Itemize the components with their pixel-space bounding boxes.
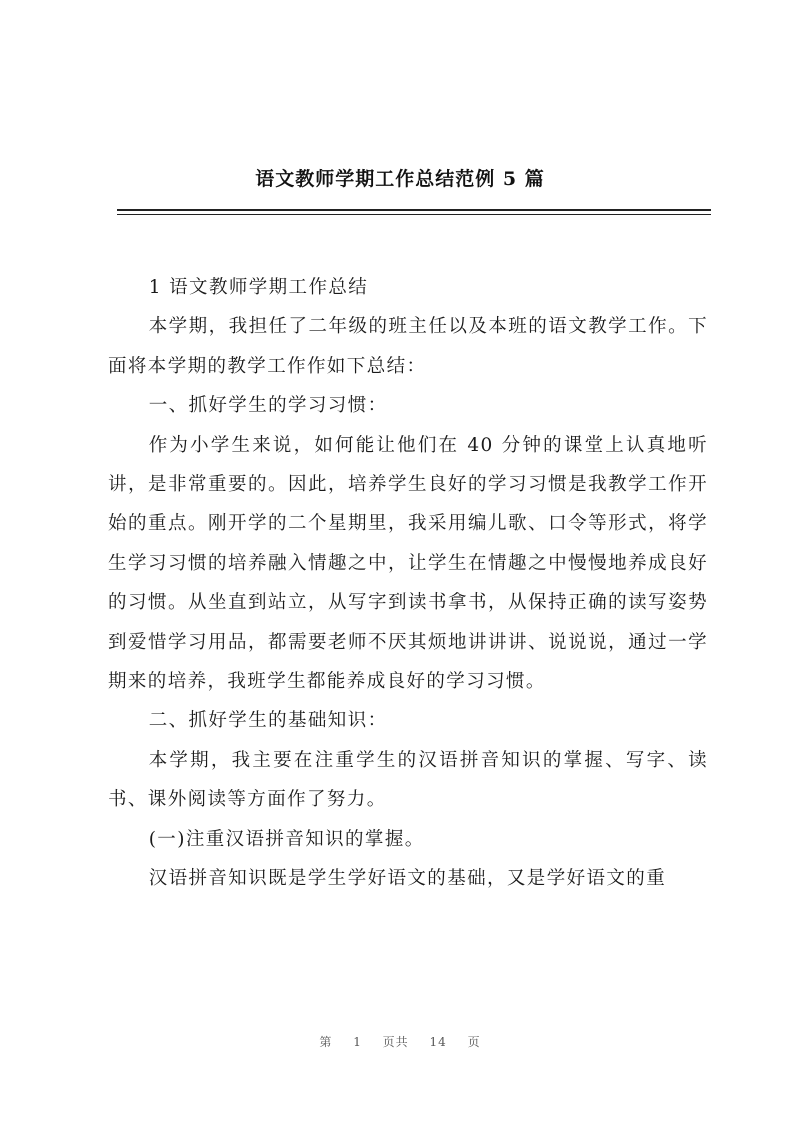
- section-heading: 二、抓好学生的基础知识：: [148, 710, 388, 732]
- title-divider-thick: [117, 209, 711, 211]
- footer-total-pages: 14: [429, 1035, 447, 1049]
- paragraph: 本学期，我担任了二年级的班主任以及本班的语文教学工作。下面将本学期的教学工作作如下总结：: [108, 316, 708, 377]
- page-footer: [0, 1033, 800, 1050]
- paragraph: 汉语拼音知识既是学生学好语文的基础，又是学好语文的重: [148, 868, 667, 890]
- footer-current-page: 1: [353, 1035, 362, 1049]
- title-divider-thin: [117, 214, 711, 215]
- paragraph: 本学期，我主要在注重学生的汉语拼音知识的掌握、写字、读书、课外阅读等方面作了努力。: [108, 749, 708, 811]
- footer-of-label: 页共: [382, 1035, 409, 1049]
- document-body: [108, 268, 708, 899]
- page-title: 语文教师学期工作总结范例 5 篇: [255, 168, 545, 190]
- footer-page-label: 第: [319, 1035, 333, 1049]
- footer-pages-label: 页: [467, 1035, 481, 1049]
- paragraph: 作为小学生来说，如何能让他们在 40 分钟的课堂上认真地听讲，是非常重要的。因此，培养学生良好的学习习惯是我教学工作开始的重点。刚开学的二个星期里，我采用编儿歌、口令等形式，将学生学习习惯的培养融入情趣之中，让学生在情趣之中慢慢地养成良好的习惯。从坐直到站立，从写字到读书拿书，从保持正确的读写姿势到爱惜学习用品，都需要老师不厌其烦地讲讲讲、说说说，通过一学期来的培养，我班学生都能养成良好的学习习惯。: [108, 434, 708, 693]
- section-heading: 一、抓好学生的学习习惯：: [148, 395, 388, 417]
- section-heading: 1 语文教师学期工作总结: [148, 277, 369, 298]
- subsection-heading: (一)注重汉语拼音知识的掌握。: [148, 828, 425, 850]
